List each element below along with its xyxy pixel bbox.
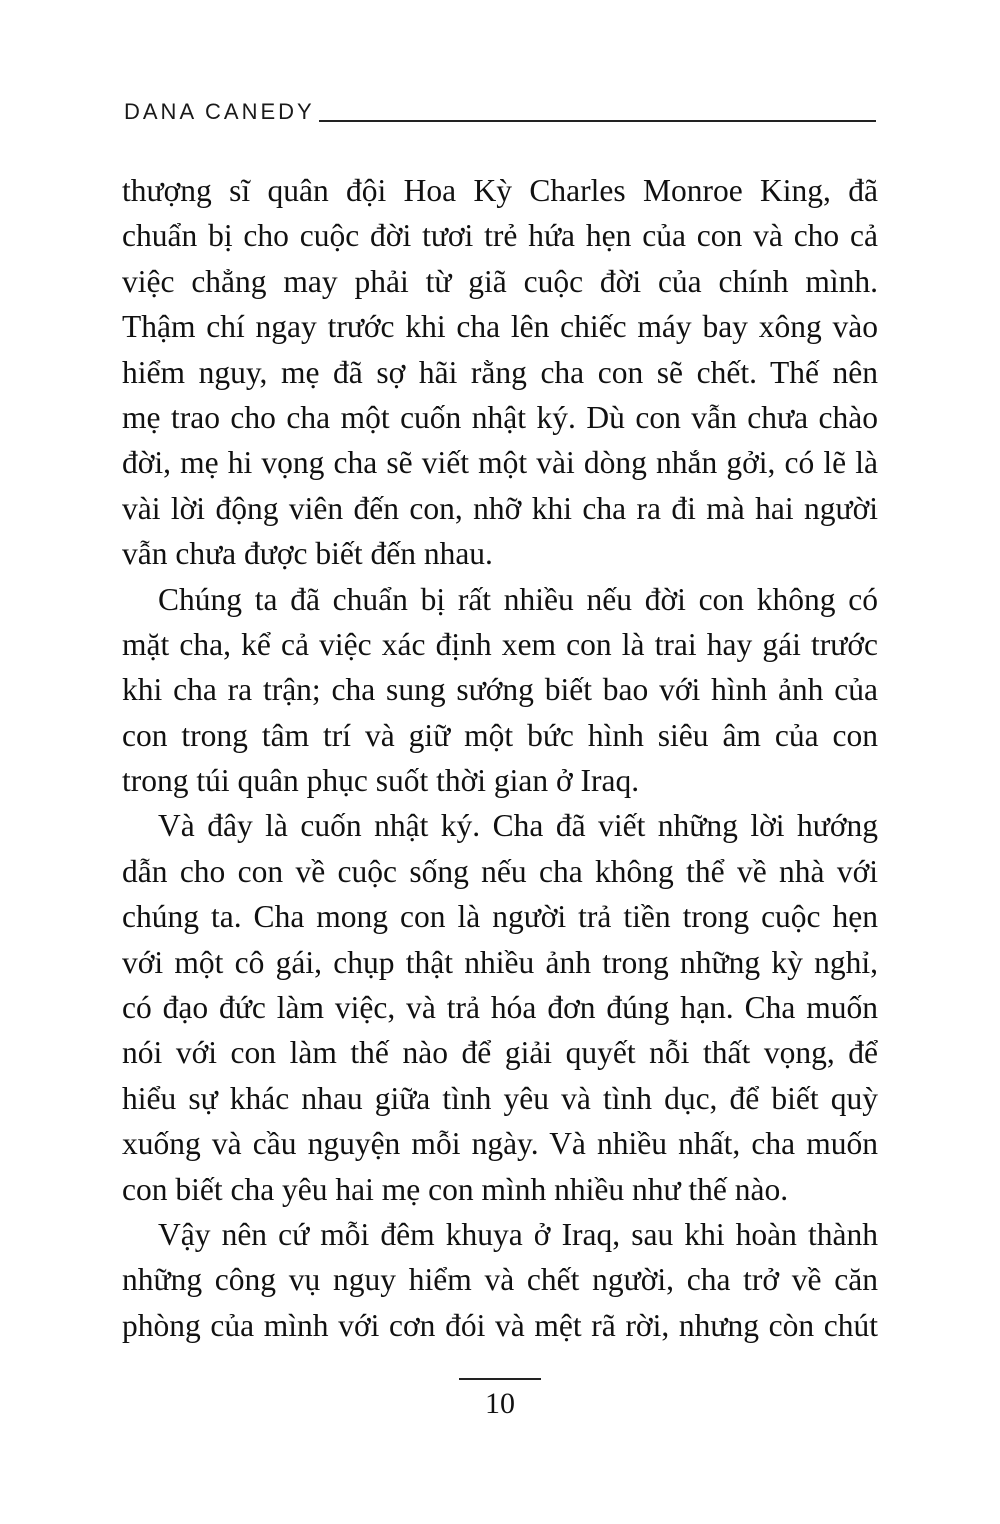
text-line: con biết cha yêu hai mẹ con mình nhiều như thế nào. — [122, 1171, 789, 1207]
body-text — [122, 168, 878, 1348]
author-name: DANA CANEDY — [124, 99, 315, 124]
text-line: vài lời động viên đến con, nhỡ khi cha ra đi mà hai người — [122, 490, 878, 526]
text-line: hiểm nguy, mẹ đã sợ hãi rằng cha con sẽ chết. Thế nên — [122, 354, 878, 390]
text-line: mẹ trao cho cha một cuốn nhật ký. Dù con vẫn chưa chào — [122, 399, 878, 435]
text-line: Thậm chí ngay trước khi cha lên chiếc máy bay xông vào — [122, 309, 878, 345]
text-line: khi cha ra trận; cha sung sướng biết bao với hình ảnh của — [122, 672, 878, 708]
text-line: có đạo đức làm việc, và trả hóa đơn đúng hạn. Cha muốn — [122, 990, 878, 1026]
text-line: với một cô gái, chụp thật nhiều ảnh trong những kỳ nghỉ, — [122, 944, 878, 980]
text-line: xuống và cầu nguyện mỗi ngày. Và nhiều nhất, cha muốn — [122, 1126, 878, 1162]
paragraph — [122, 168, 878, 577]
text-line: vẫn chưa được biết đến nhau. — [122, 536, 493, 572]
text-line: phòng của mình với cơn đói và mệt rã rời, nhưng còn chút — [122, 1307, 878, 1343]
text-line: con trong tâm trí và giữ một bức hình siêu âm của con — [122, 717, 878, 753]
text-line: hiểu sự khác nhau giữa tình yêu và tình dục, để biết quỳ — [122, 1080, 878, 1116]
text-line: Chúng ta đã chuẩn bị rất nhiều nếu đời con không có — [158, 581, 878, 617]
text-line: trong túi quân phục suốt thời gian ở Iraq. — [122, 763, 640, 799]
text-line: mặt cha, kể cả việc xác định xem con là trai hay gái trước — [122, 626, 878, 662]
paragraph — [122, 577, 878, 804]
text-line: nói với con làm thế nào để giải quyết nỗi thất vọng, để — [122, 1035, 878, 1071]
page-number: 10 — [485, 1387, 515, 1420]
page-footer — [0, 1378, 1000, 1424]
text-line: chúng ta. Cha mong con là người trả tiền trong cuộc hẹn — [122, 899, 878, 935]
paragraph — [122, 803, 878, 1212]
text-line: việc chẳng may phải từ giã cuộc đời của chính mình. — [122, 263, 878, 299]
running-header — [124, 100, 876, 124]
text-line: những công vụ nguy hiểm và chết người, cha trở về căn — [122, 1262, 878, 1298]
text-line: đời, mẹ hi vọng cha sẽ viết một vài dòng nhắn gởi, có lẽ là — [122, 445, 878, 481]
text-line: Vậy nên cứ mỗi đêm khuya ở Iraq, sau khi hoàn thành — [158, 1216, 878, 1252]
text-line: thượng sĩ quân đội Hoa Kỳ Charles Monroe King, đã — [122, 173, 878, 208]
paragraph — [122, 1212, 878, 1348]
text-line: dẫn cho con về cuộc sống nếu cha không thể về nhà với — [122, 853, 878, 889]
text-line: chuẩn bị cho cuộc đời tươi trẻ hứa hẹn của con và cho cả — [122, 218, 878, 254]
header-rule — [319, 120, 876, 122]
footer-rule — [459, 1378, 541, 1380]
text-line: Và đây là cuốn nhật ký. Cha đã viết những lời hướng — [158, 808, 878, 844]
